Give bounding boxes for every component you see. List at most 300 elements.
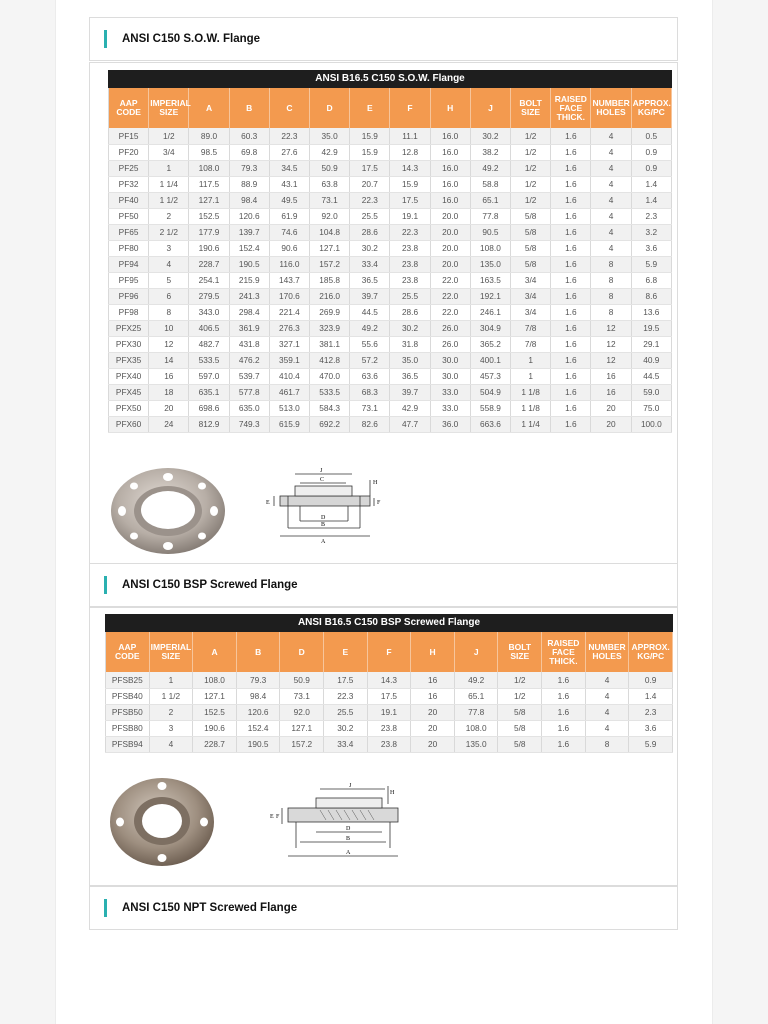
table-cell: 35.0	[310, 128, 350, 144]
table-cell: 5/8	[498, 720, 542, 736]
table-cell: PF50	[109, 208, 149, 224]
table-cell: 19.1	[367, 704, 411, 720]
column-header: AAP CODE	[109, 88, 149, 128]
table-cell: 90.6	[269, 240, 309, 256]
table-row	[109, 400, 672, 416]
table-cell: 36.5	[390, 368, 430, 384]
table-cell: 152.4	[229, 240, 269, 256]
table-cell: 20.7	[350, 176, 390, 192]
table-cell: 8	[591, 256, 631, 272]
table-cell: 50.9	[280, 672, 324, 688]
table-cell: 69.8	[229, 144, 269, 160]
table-row	[106, 736, 673, 752]
table-row	[109, 288, 672, 304]
column-header: F	[390, 88, 430, 128]
table-cell: 36.5	[350, 272, 390, 288]
table-cell: 4	[149, 736, 193, 752]
table-cell: 100.0	[631, 416, 671, 432]
table-row	[106, 672, 673, 688]
table-cell: 33.0	[430, 400, 470, 416]
table-cell: 18	[149, 384, 189, 400]
table-cell: 6.8	[631, 272, 671, 288]
flange-photo	[108, 466, 228, 556]
accent-bar	[104, 899, 107, 917]
dim-label-h: H	[373, 480, 378, 486]
table-cell: 597.0	[189, 368, 229, 384]
column-header: RAISED FACE THICK.	[551, 88, 591, 128]
table-cell: PF32	[109, 176, 149, 192]
table-cell: 31.8	[390, 336, 430, 352]
dim-label-e: E	[266, 500, 270, 506]
dim-label-e: E	[270, 814, 274, 820]
table-cell: 254.1	[189, 272, 229, 288]
column-header: E	[350, 88, 390, 128]
table-cell: 1.6	[551, 400, 591, 416]
table-cell: 1 1/2	[149, 192, 189, 208]
table-cell: 36.0	[430, 416, 470, 432]
table-cell: 82.6	[350, 416, 390, 432]
table-cell: 269.9	[310, 304, 350, 320]
dim-label-d: D	[346, 826, 351, 832]
table-cell: 57.2	[350, 352, 390, 368]
table-cell: 0.9	[631, 160, 671, 176]
dim-label-a: A	[346, 850, 351, 856]
column-header: E	[324, 632, 368, 672]
table-row	[109, 416, 672, 432]
table-cell: 4	[149, 256, 189, 272]
table-cell: 504.9	[470, 384, 510, 400]
table-caption: ANSI B16.5 C150 S.O.W. Flange	[108, 70, 672, 88]
table-cell: 8	[591, 288, 631, 304]
table-cell: 108.0	[454, 720, 498, 736]
table-cell: 3.6	[631, 240, 671, 256]
table-cell: 228.7	[189, 256, 229, 272]
table-cell: 12	[591, 352, 631, 368]
table-cell: 14	[149, 352, 189, 368]
table-cell: 23.8	[390, 256, 430, 272]
table-cell: 135.0	[454, 736, 498, 752]
table-cell: 23.8	[390, 272, 430, 288]
table-cell: 23.8	[367, 736, 411, 752]
table-cell: 16	[591, 368, 631, 384]
table-cell: 10	[149, 320, 189, 336]
table-cell: 16	[411, 672, 455, 688]
table-cell: 17.5	[367, 688, 411, 704]
table-cell: 8.6	[631, 288, 671, 304]
table-cell: 89.0	[189, 128, 229, 144]
table-cell: 1.4	[629, 688, 673, 704]
column-header: C	[269, 88, 309, 128]
table-cell: 1.6	[542, 704, 586, 720]
table-cell: 163.5	[470, 272, 510, 288]
table-cell: 49.2	[350, 320, 390, 336]
table-cell: 5.9	[631, 256, 671, 272]
table-cell: 20.0	[430, 240, 470, 256]
flange-drawing	[260, 780, 400, 872]
table-cell: 22.3	[324, 688, 368, 704]
flange-drawing	[260, 466, 390, 556]
table-cell: 4	[585, 704, 629, 720]
table-cell: 30.0	[430, 352, 470, 368]
table-cell: 1.6	[551, 208, 591, 224]
table-row	[106, 688, 673, 704]
table-cell: 73.1	[310, 192, 350, 208]
table-cell: 461.7	[269, 384, 309, 400]
dim-label-d: D	[321, 515, 326, 521]
table-cell: 365.2	[470, 336, 510, 352]
table-cell: 35.0	[390, 352, 430, 368]
column-header: D	[280, 632, 324, 672]
column-header: IMPERIAL SIZE	[149, 88, 189, 128]
table-cell: 152.5	[193, 704, 237, 720]
column-header: H	[430, 88, 470, 128]
column-header: F	[367, 632, 411, 672]
table-cell: 42.9	[310, 144, 350, 160]
table-cell: 406.5	[189, 320, 229, 336]
table-cell: 0.9	[629, 672, 673, 688]
table-cell: 65.1	[454, 688, 498, 704]
table-cell: 4	[591, 224, 631, 240]
table-cell: 27.6	[269, 144, 309, 160]
table-cell: 26.0	[430, 320, 470, 336]
table-cell: 1.6	[551, 256, 591, 272]
table-cell: 3/4	[149, 144, 189, 160]
table-cell: 116.0	[269, 256, 309, 272]
dim-label-f: F	[276, 814, 280, 820]
table-cell: 8	[585, 736, 629, 752]
table-row	[109, 384, 672, 400]
table-cell: PF98	[109, 304, 149, 320]
table-cell: 92.0	[310, 208, 350, 224]
table-cell: 157.2	[310, 256, 350, 272]
table-cell: 1/2	[498, 672, 542, 688]
dim-label-f: F	[377, 500, 381, 506]
table-cell: 412.8	[310, 352, 350, 368]
table-cell: 246.1	[470, 304, 510, 320]
table-cell: 68.3	[350, 384, 390, 400]
table-cell: 30.2	[390, 320, 430, 336]
table-cell: PF20	[109, 144, 149, 160]
table-cell: 276.3	[269, 320, 309, 336]
table-cell: 3/4	[511, 272, 551, 288]
table-cell: PFSB94	[106, 736, 150, 752]
table-cell: PFX50	[109, 400, 149, 416]
column-header: BOLT SIZE	[511, 88, 551, 128]
table-cell: PF15	[109, 128, 149, 144]
table-cell: 75.0	[631, 400, 671, 416]
table-cell: 635.1	[189, 384, 229, 400]
section-title: ANSI C150 BSP Screwed Flange	[122, 579, 298, 591]
table-cell: 11.1	[390, 128, 430, 144]
table-cell: 1.6	[551, 288, 591, 304]
table-cell: 8	[591, 304, 631, 320]
table-cell: 1.6	[542, 736, 586, 752]
table-cell: 42.9	[390, 400, 430, 416]
dim-label-b: B	[346, 836, 351, 842]
table-row	[106, 720, 673, 736]
table-cell: 749.3	[229, 416, 269, 432]
table-cell: 25.5	[324, 704, 368, 720]
table-cell: 1.6	[551, 368, 591, 384]
table-cell: 584.3	[310, 400, 350, 416]
table-row	[109, 176, 672, 192]
table-cell: 4	[591, 160, 631, 176]
column-header: NUMBER HOLES	[591, 88, 631, 128]
column-header: NUMBER HOLES	[585, 632, 629, 672]
table-row	[109, 272, 672, 288]
table-cell: 6	[149, 288, 189, 304]
table-cell: 127.1	[310, 240, 350, 256]
table-cell: 120.6	[229, 208, 269, 224]
table-cell: 298.4	[229, 304, 269, 320]
table-cell: 698.6	[189, 400, 229, 416]
table-cell: 98.5	[189, 144, 229, 160]
table-cell: 692.2	[310, 416, 350, 432]
table-cell: 33.4	[350, 256, 390, 272]
table-cell: 470.0	[310, 368, 350, 384]
table-cell: PFX60	[109, 416, 149, 432]
table-cell: PFX45	[109, 384, 149, 400]
column-header: RAISED FACE THICK.	[542, 632, 586, 672]
table-cell: 1.6	[551, 128, 591, 144]
table-cell: 58.8	[470, 176, 510, 192]
dim-label-b: B	[321, 522, 326, 528]
table-cell: 533.5	[310, 384, 350, 400]
table-cell: 4	[591, 144, 631, 160]
table-cell: 177.9	[189, 224, 229, 240]
table-cell: 16	[149, 368, 189, 384]
table-cell: 1.6	[551, 272, 591, 288]
table-cell: 635.0	[229, 400, 269, 416]
table-cell: 63.8	[310, 176, 350, 192]
table-cell: 539.7	[229, 368, 269, 384]
table-cell: 127.1	[280, 720, 324, 736]
dim-label-j: J	[320, 468, 323, 474]
section-header-bsp	[89, 563, 678, 607]
table-cell: 61.9	[269, 208, 309, 224]
table-cell: 1/2	[498, 688, 542, 704]
table-cell: PFX40	[109, 368, 149, 384]
table-caption: ANSI B16.5 C150 BSP Screwed Flange	[105, 614, 673, 632]
table-cell: 40.9	[631, 352, 671, 368]
table-cell: 12	[591, 320, 631, 336]
table-cell: 190.5	[229, 256, 269, 272]
table-cell: 1	[511, 368, 551, 384]
column-header: J	[454, 632, 498, 672]
table-cell: PF80	[109, 240, 149, 256]
table-cell: 1.6	[551, 352, 591, 368]
table-cell: 1/2	[511, 128, 551, 144]
table-cell: 65.1	[470, 192, 510, 208]
table-cell: PFSB25	[106, 672, 150, 688]
table-cell: 127.1	[193, 688, 237, 704]
section-body-sow	[89, 62, 678, 564]
table-cell: 22.0	[430, 272, 470, 288]
table-row	[109, 352, 672, 368]
table-cell: 44.5	[631, 368, 671, 384]
table-cell: 343.0	[189, 304, 229, 320]
table-row	[109, 144, 672, 160]
table-cell: 558.9	[470, 400, 510, 416]
table-cell: 16.0	[430, 176, 470, 192]
column-header: D	[310, 88, 350, 128]
table-cell: 50.9	[310, 160, 350, 176]
table-cell: 1.6	[551, 304, 591, 320]
table-cell: 3	[149, 720, 193, 736]
table-cell: 14.3	[390, 160, 430, 176]
table-cell: 1.6	[542, 672, 586, 688]
table-cell: PF65	[109, 224, 149, 240]
table-cell: 120.6	[236, 704, 280, 720]
table-cell: 39.7	[390, 384, 430, 400]
table-cell: 1.6	[551, 336, 591, 352]
table-cell: 25.5	[350, 208, 390, 224]
table-cell: 1	[149, 160, 189, 176]
table-cell: 192.1	[470, 288, 510, 304]
table-cell: 49.5	[269, 192, 309, 208]
table-cell: 8	[591, 272, 631, 288]
table-cell: 190.5	[236, 736, 280, 752]
table-cell: 221.4	[269, 304, 309, 320]
table-cell: 20	[591, 400, 631, 416]
table-cell: 3.2	[631, 224, 671, 240]
table-cell: 1.6	[542, 688, 586, 704]
table-cell: 185.8	[310, 272, 350, 288]
table-cell: 16	[411, 688, 455, 704]
table-cell: 152.5	[189, 208, 229, 224]
table-cell: 30.0	[430, 368, 470, 384]
table-cell: 323.9	[310, 320, 350, 336]
section-body-bsp	[89, 607, 678, 886]
table-cell: 16.0	[430, 144, 470, 160]
table-cell: 5/8	[511, 208, 551, 224]
table-cell: 17.5	[390, 192, 430, 208]
table-cell: 1/2	[511, 144, 551, 160]
table-cell: 20	[411, 720, 455, 736]
table-cell: 5/8	[511, 256, 551, 272]
dim-label-a: A	[321, 539, 326, 545]
spec-table-bsp	[105, 614, 673, 753]
table-cell: 1/2	[511, 160, 551, 176]
table-container	[105, 614, 673, 753]
table-cell: 117.5	[189, 176, 229, 192]
table-cell: 2	[149, 704, 193, 720]
table-cell: 4	[585, 720, 629, 736]
table-cell: 1.6	[551, 224, 591, 240]
table-cell: 190.6	[189, 240, 229, 256]
table-cell: 20.0	[430, 224, 470, 240]
table-cell: PF94	[109, 256, 149, 272]
table-cell: 108.0	[189, 160, 229, 176]
table-cell: 4	[585, 672, 629, 688]
column-header: J	[470, 88, 510, 128]
table-cell: 33.4	[324, 736, 368, 752]
table-row	[106, 704, 673, 720]
table-cell: 38.2	[470, 144, 510, 160]
table-cell: 170.6	[269, 288, 309, 304]
table-cell: 77.8	[454, 704, 498, 720]
table-row	[109, 208, 672, 224]
table-cell: 4	[591, 208, 631, 224]
table-cell: 1/2	[511, 176, 551, 192]
table-cell: 43.1	[269, 176, 309, 192]
accent-bar	[104, 576, 107, 594]
column-header: AAP CODE	[106, 632, 150, 672]
table-cell: 381.1	[310, 336, 350, 352]
table-cell: 39.7	[350, 288, 390, 304]
table-cell: 5	[149, 272, 189, 288]
table-cell: 228.7	[193, 736, 237, 752]
table-cell: 1.6	[551, 192, 591, 208]
table-cell: PF25	[109, 160, 149, 176]
table-cell: 215.9	[229, 272, 269, 288]
section-title: ANSI C150 S.O.W. Flange	[122, 33, 261, 45]
table-cell: 24	[149, 416, 189, 432]
table-cell: 16.0	[430, 192, 470, 208]
table-cell: 23.8	[367, 720, 411, 736]
table-cell: 1/2	[511, 192, 551, 208]
table-cell: 17.5	[324, 672, 368, 688]
table-cell: PFSB80	[106, 720, 150, 736]
table-cell: 7/8	[511, 320, 551, 336]
table-cell: 28.6	[350, 224, 390, 240]
table-cell: 108.0	[470, 240, 510, 256]
table-cell: 15.9	[390, 176, 430, 192]
table-cell: 17.5	[350, 160, 390, 176]
table-row	[109, 336, 672, 352]
spec-table-sow	[108, 70, 672, 433]
dim-label-j: J	[349, 783, 352, 789]
table-row	[109, 160, 672, 176]
column-header: B	[236, 632, 280, 672]
column-header: A	[189, 88, 229, 128]
table-cell: 1 1/4	[511, 416, 551, 432]
table-cell: 19.1	[390, 208, 430, 224]
table-cell: 1/2	[149, 128, 189, 144]
table-cell: 1.6	[551, 384, 591, 400]
section-header-npt	[89, 886, 678, 930]
table-cell: 15.9	[350, 128, 390, 144]
table-cell: 79.3	[236, 672, 280, 688]
table-cell: PF96	[109, 288, 149, 304]
table-cell: 1.6	[551, 416, 591, 432]
table-cell: 15.9	[350, 144, 390, 160]
dim-label-c: C	[320, 477, 325, 483]
table-row	[109, 320, 672, 336]
table-cell: 361.9	[229, 320, 269, 336]
table-cell: 29.1	[631, 336, 671, 352]
table-cell: 663.6	[470, 416, 510, 432]
table-cell: 20	[591, 416, 631, 432]
table-cell: 19.5	[631, 320, 671, 336]
table-cell: 79.3	[229, 160, 269, 176]
table-cell: 12	[149, 336, 189, 352]
table-cell: 4	[591, 128, 631, 144]
column-header: B	[229, 88, 269, 128]
section-header-sow	[89, 17, 678, 61]
table-cell: 98.4	[229, 192, 269, 208]
table-cell: 410.4	[269, 368, 309, 384]
table-cell: 16	[591, 384, 631, 400]
table-cell: 47.7	[390, 416, 430, 432]
table-cell: 30.2	[470, 128, 510, 144]
table-cell: 49.2	[470, 160, 510, 176]
table-cell: 5/8	[511, 224, 551, 240]
table-cell: 22.3	[390, 224, 430, 240]
column-header: APPROX. KG/PC	[629, 632, 673, 672]
table-cell: 20	[149, 400, 189, 416]
table-cell: 533.5	[189, 352, 229, 368]
